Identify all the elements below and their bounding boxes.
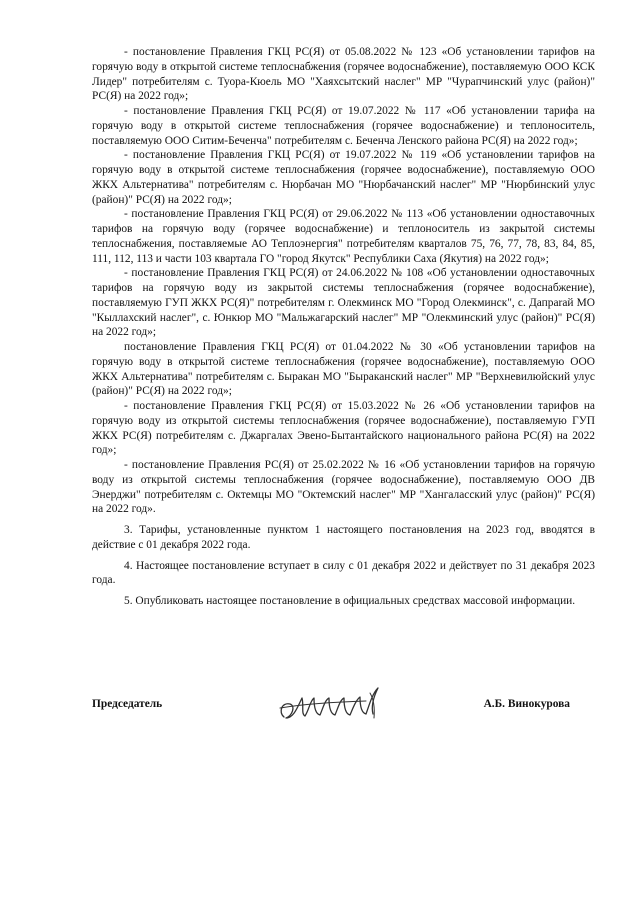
paragraph-resolution-108: - постановление Правления ГКЦ РС(Я) от 24.06.2022 № 108 «Об установлении одноставочных тарифов на горячую воду из закрытой системы теплоснабжения (горячее водоснабжение), поставляемую ГУП ЖКХ РС(Я)" потребителям г. Олекминск МО "Город Олекминск", с. Дапparай МО "Кыллахский наслег", с. Юнкюр МО "Мальжагарский наслег" МР "Олекминский улус (район)" РС(Я) на 2022 год»; — [92, 267, 595, 339]
signatory-title: Председатель — [92, 698, 163, 710]
paragraph-item-5: 5. Опубликовать настоящее постановление в официальных средствах массовой информации. — [124, 595, 576, 607]
handwritten-signature — [274, 684, 386, 724]
signatory-name: А.Б. Винокурова — [483, 698, 570, 710]
signature-block — [92, 684, 570, 728]
paragraph-resolution-119: - постановление Правления ГКЦ РС(Я) от 19.07.2022 № 119 «Об установлении тарифов на горячую воду в открытой системе теплоснабжения (горячее водоснабжение), поставляемую ООО ЖКХ Альтернатива" потребителям с. Нюрбачан МО "Нюрбачанский наслег" МР "Нюрбинский улус (район)" РС(Я) на 2022 год»; — [92, 149, 595, 206]
paragraph-resolution-117: - постановление Правления ГКЦ РС(Я) от 19.07.2022 № 117 «Об установлении тарифа на горячую воду в открытой системе теплоснабжения (горячее водоснабжение) и теплоноситель, поставляемую ООО Ситим-Беченча" потребителям с. Беченча Ленского района РС(Я) на 2022 год»; — [92, 105, 595, 147]
paragraph-resolution-26: - постановление Правления ГКЦ РС(Я) от 15.03.2022 № 26 «Об установлении тарифов на горячую воду из открытой системы теплоснабжения (горячее водоснабжение), поставляемую ГУП ЖКХ РС(Я) потребителям с. Джаргалах Эвено-Бытантайского национального района РС(Я) на 2022 год»; — [92, 400, 595, 457]
paragraph-resolution-16: - постановление Правления РС(Я) от 25.02.2022 № 16 «Об установлении тарифов на горячую воду из открытой системы теплоснабжения (горячее водоснабжение), поставляемую ООО ДВ Энерджи" потребителям с. Октемцы МО "Октемский наслег" МР "Хангаласский улус (район)" РС(Я) на 2022 год». — [92, 459, 595, 516]
document-body — [92, 45, 595, 609]
paragraph-item-4: 4. Настоящее постановление вступает в силу с 01 декабря 2022 и действует по 31 декабря 2023 года. — [92, 559, 595, 587]
paragraph-resolution-30: постановление Правления ГКЦ РС(Я) от 01.04.2022 № 30 «Об установлении тарифов на горячую воду в открытой системе теплоснабжения (горячее водоснабжение), поставляемую ООО ЖКХ Альтернатива" потребителям с. Быракан МО "Быраканский наслег" МР "Верхневилюйский улус (район)" РС(Я) на 2022 год»; — [92, 341, 595, 398]
paragraph-item-3: 3. Тарифы, установленные пунктом 1 настоящего постановления на 2023 год, вводятся в действие с 01 декабря 2022 года. — [92, 524, 595, 551]
paragraph-resolution-123: - постановление Правления ГКЦ РС(Я) от 05.08.2022 № 123 «Об установлении тарифов на горячую воду в открытой системе теплоснабжения (горячее водоснабжение), поставляемую ООО КСК Лидер" потребителям с. Туора-Кюель МО "Хаяхсытский наслег" МР "Чурапчинский улус (район)" РС(Я) на 2022 год»; — [92, 46, 595, 103]
paragraph-resolution-113: - постановление Правления ГКЦ РС(Я) от 29.06.2022 № 113 «Об установлении одноставочных тарифов на горячую воду (горячее водоснабжение) и теплоноситель из закрытой системы теплоснабжения, поставляемые АО Теплоэнергия" потребителям кварталов 75, 76, 77, 78, 83, 84, 85, 111, 112, 113 и части 103 квартала ГО "город Якутск" Республики Саха (Якутия) на 2022 год»; — [92, 208, 595, 265]
